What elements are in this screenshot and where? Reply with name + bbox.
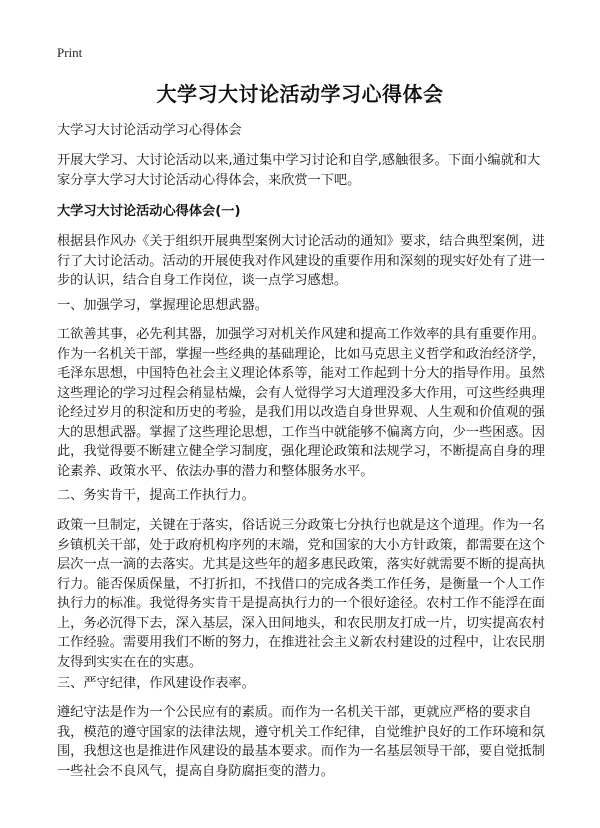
paragraph-2: 工欲善其事，必先利其器，加强学习对机关作风建和提高工作效率的具有重要作用。作为一名机关干部，掌握一些经典的基础理论，比如马克思主义哲学和政治经济学，毛泽东思想，中国特色社会主义理论体系等，能对工作起到十分大的指导作用。虽然这些理论的学习过程会稍显枯燥，会有人觉得学习大道理没多大作用，可这些经典理论经过岁月的积淀和历史的考验，是我们用以改造自身世界观、人生观和价值观的强大的思想武器。掌握了这些理论思想，工作当中就能够不偏离方向，少一些困惑。因此，我觉得要不断建立健全学习制度，强化理论政策和法规学习，不断提高自身的理论素养、政策水平、依法办事的潜力和整体服务水平。	[57, 327, 545, 479]
subheading-1: 一、加强学习，掌握理论思想武器。	[57, 298, 268, 313]
print-label[interactable]: Print	[57, 45, 83, 60]
page-title: 大学习大讨论活动学习心得体会	[156, 82, 444, 106]
paragraph-4: 遵纪守法是作为一个公民应有的素质。而作为一名机关干部，更就应严格的要求自我，模范的遵守国家的法律法规，遵守机关工作纪律，自觉维护良好的工作环境和氛围，我想这也是推进作风建设的最基本要求。而作为一名基层领导干部，要自觉抵制一些社会不良风气，提高自身防腐拒变的潜力。	[57, 705, 545, 779]
paragraph-3: 政策一旦制定，关键在于落实，俗话说三分政策七分执行也就是这个道理。作为一名乡镇机关干部，处于政府机构序列的末端，党和国家的大小方针政策，都需要在这个层次一点一滴的去落实。尤其是这些年的超多惠民政策，落实好就需要不断的提高执行力。能否保质保量，不打折扣，不找借口的完成各类工作任务，是衡量一个人工作执行力的标准。我觉得务实肯干是提高执行力的一个很好途径。农村工作不能浮在面上，务必沉得下去，深入基层，深入田间地头，和农民朋友打成一片，切实提高农村工作经验。需要用我们不断的努力，在推进社会主义新农村建设的过程中，让农民朋友得到实实在在的实惠。	[57, 518, 545, 670]
section-heading: 大学习大讨论活动心得体会(一)	[57, 204, 241, 219]
paragraph-1: 根据县作风办《关于组织开展典型案例大讨论活动的通知》要求，结合典型案例，进行了大讨论活动。活动的开展使我对作风建设的重要作用和深刻的现实好处有了进一步的认识，结合自身工作岗位，谈一点学习感想。	[57, 234, 545, 288]
subheading-2: 二、务实肯干，提高工作执行力。	[57, 488, 255, 503]
intro-paragraph: 开展大学习、大讨论活动以来,通过集中学习讨论和自学,感触很多。下面小编就和大家分享大学习大讨论活动心得体会，来欣赏一下吧。	[57, 153, 541, 188]
subheading-3: 三、严守纪律，作风建设作表率。	[57, 676, 255, 691]
subtitle: 大学习大讨论活动学习心得体会	[57, 123, 242, 138]
